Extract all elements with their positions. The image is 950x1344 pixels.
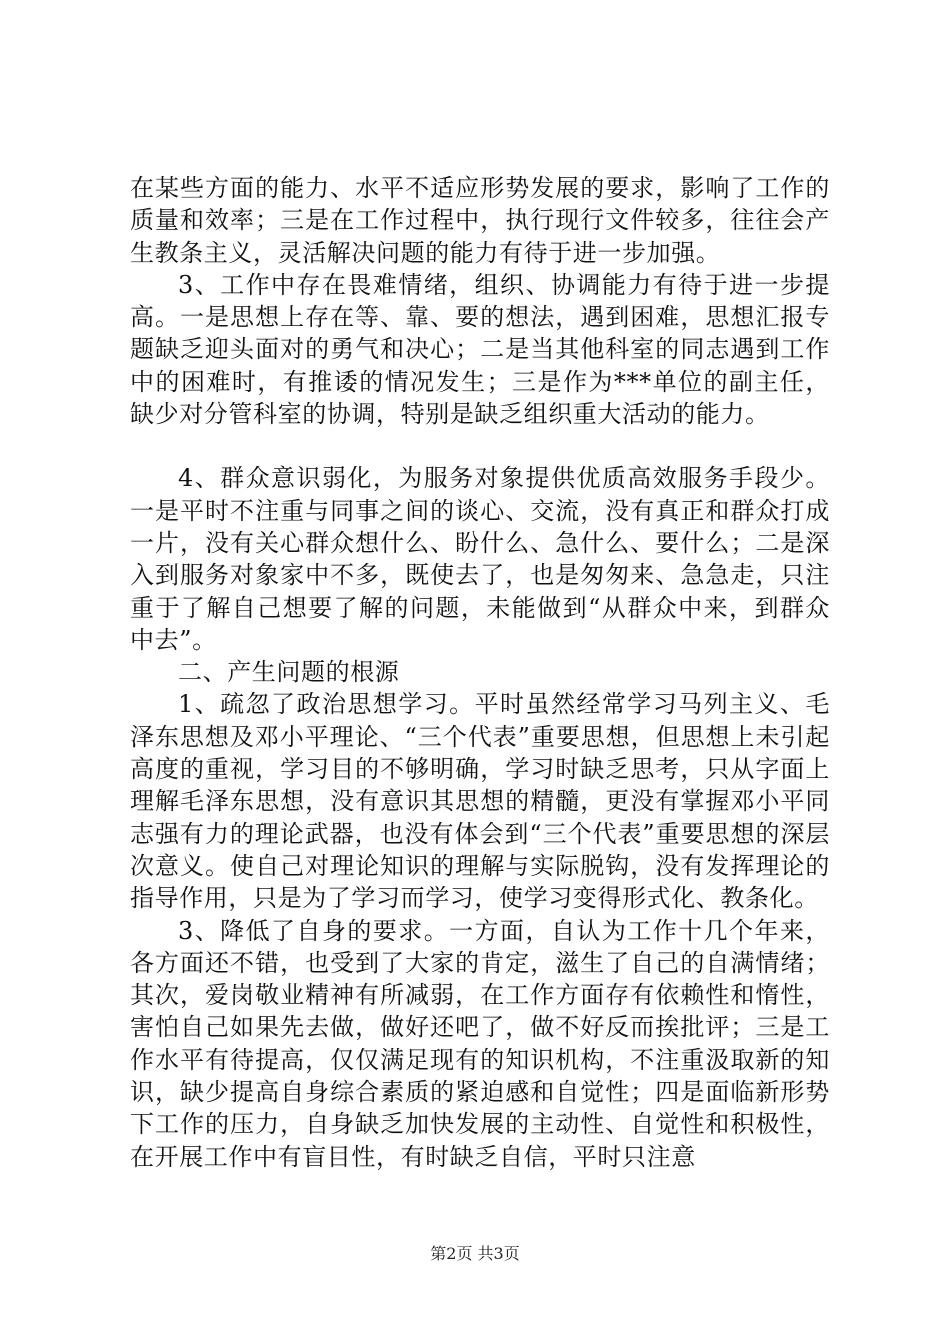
- page-number-footer: 第2页 共3页: [430, 1244, 520, 1263]
- section-heading-root-causes: 二、产生问题的根源: [178, 658, 400, 687]
- paragraph-item-3-difficulty: 3、工作中存在畏难情绪，组织、协调能力有待于进一步提高。一是思想上存在等、靠、要的想法，遇到困难，思想汇报专题缺乏迎头面对的勇气和决心；二是当其他科室的同志遇到工作中的困难时，有推诿的情况发生；三是作为***单位的副主任，缺少对分管科室的协调，特别是缺乏组织重大活动的能力。: [130, 270, 830, 429]
- document-body: [130, 172, 830, 1173]
- paragraph-continuation: 在某些方面的能力、水平不适应形势发展的要求，影响了工作的质量和效率；三是在工作过程中，执行现行文件较多，往往会产生教条主义，灵活解决问题的能力有待于进一步加强。: [130, 174, 830, 267]
- paragraph-item-1-political-study: 1、疏忽了政治思想学习。平时虽然经常学习马列主义、毛泽东思想及邓小平理论、“三个代表”重要思想，但思想上未引起高度的重视，学习目的不够明确，学习时缺乏思考，只从字面上理解毛泽东思想，没有意识其思想的精髓，更没有掌握邓小平同志强有力的理论武器，也没有体会到“三个代表”重要思想的深层次意义。使自己对理论知识的理解与实际脱钩，没有发挥理论的指导作用，只是为了学习而学习，使学习变得形式化、教条化。: [130, 690, 830, 913]
- paragraph-item-3-self-requirement: 3、降低了自身的要求。一方面，自认为工作十几个年来，各方面还不错，也受到了大家的肯定，滋生了自己的自满情绪；其次，爱岗敬业精神有所减弱，在工作方面存有依赖性和惰性，害怕自己如果先去做，做好还吧了，做不好反而挨批评；三是工作水平有待提高，仅仅满足现有的知识机构，不注重汲取新的知识，缺少提高自身综合素质的紧迫感和自觉性；四是面临新形势下工作的压力，自身缺乏加快发展的主动性、自觉性和积极性，在开展工作中有盲目性，有时缺乏自信，平时只注意: [130, 916, 830, 1171]
- paragraph-item-4-mass-awareness: 4、群众意识弱化，为服务对象提供优质高效服务手段少。一是平时不注重与同事之间的谈心、交流，没有真正和群众打成一片，没有关心群众想什么、盼什么、急什么、要什么；二是深入到服务对象家中不多，既使去了，也是匆匆来、急急走，只注重于了解自己想要了解的问题，未能做到“从群众中来，到群众中去”。: [130, 464, 830, 654]
- paragraph-spacer: [130, 430, 830, 462]
